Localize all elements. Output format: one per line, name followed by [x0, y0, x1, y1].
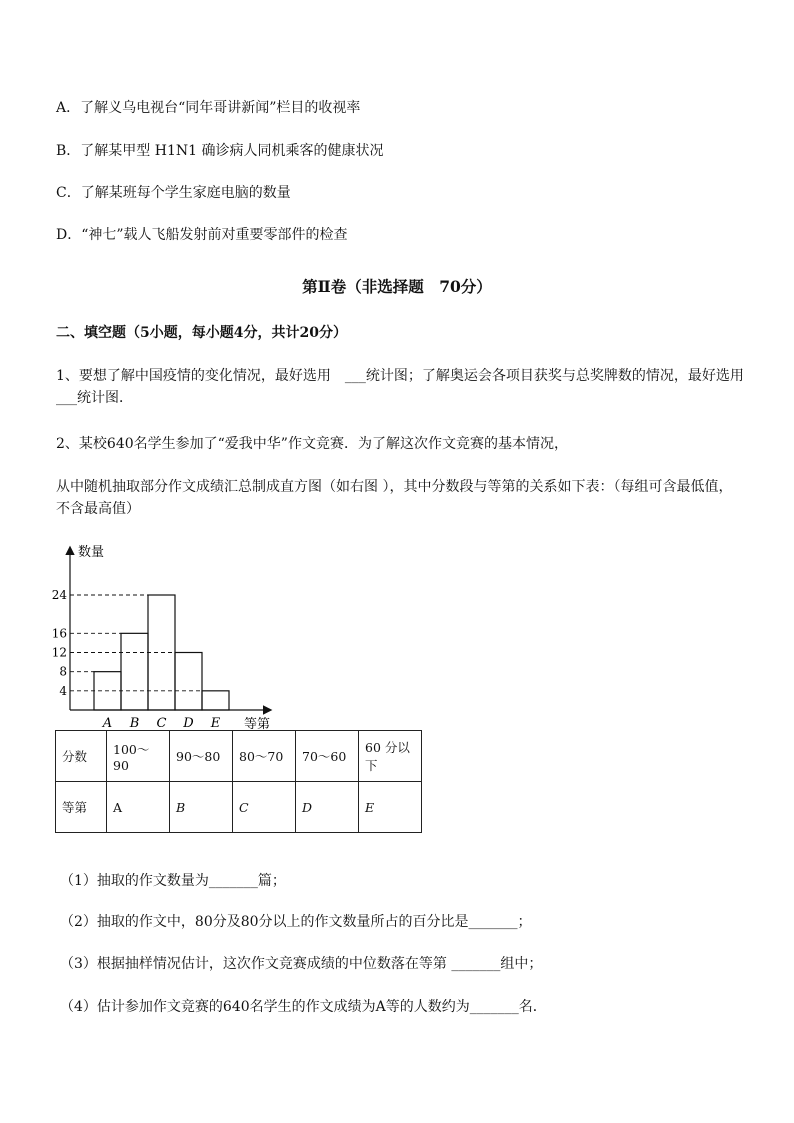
y-tick-16: 16: [51, 626, 67, 641]
table-header-grade: 等第: [56, 782, 107, 833]
grade-a: A: [107, 782, 170, 833]
option-d: D．“神七”载人飞船发射前对重要零部件的检查: [56, 227, 348, 243]
x-tick-d: D: [183, 716, 194, 730]
grade-e: E: [359, 782, 422, 833]
y-tick-8: 8: [59, 664, 67, 679]
score-range-d: 70～60: [296, 731, 359, 782]
bar-d: [175, 653, 202, 711]
score-range-b: 90～80: [170, 731, 233, 782]
option-b: B．了解某甲型 H1N1 确诊病人同机乘客的健康状况: [56, 143, 384, 159]
part-heading: 二、填空题（5小题，每小题4分，共计20分）: [56, 325, 347, 341]
histogram-chart: [48, 540, 288, 730]
score-range-a: 100～90: [107, 731, 170, 782]
x-tick-c: C: [156, 716, 167, 730]
y-tick-12: 12: [51, 645, 67, 660]
sub-question-3: （3）根据抽样情况估计，这次作文竞赛成绩的中位数落在等第 _______组中；: [60, 956, 543, 972]
question-1: 1、要想了解中国疫情的变化情况，最好选用 ___统计图；了解奥运会各项目获奖与总奖牌数的情况，最好选用 ___统计图．: [56, 368, 744, 406]
y-tick-4: 4: [59, 683, 67, 698]
table-header-score: 分数: [56, 731, 107, 782]
y-axis-label: 数量: [78, 545, 105, 560]
bar-b: [121, 633, 148, 710]
score-range-c: 80～70: [233, 731, 296, 782]
y-tick-24: 24: [51, 588, 67, 602]
sub-question-1: （1）抽取的作文数量为_______篇；: [60, 873, 286, 889]
score-grade-table: [55, 730, 422, 833]
sub-question-4: （4）估计参加作文竞赛的640名学生的作文成绩为A等的人数约为_______名．: [60, 999, 547, 1015]
grade-b: B: [170, 782, 233, 833]
question-2-intro: 2、某校640名学生参加了“爱我中华”作文竞赛．为了解这次作文竞赛的基本情况，: [56, 436, 568, 452]
section-title: 第Ⅱ卷（非选择题 70分）: [302, 277, 492, 296]
grade-d: D: [296, 782, 359, 833]
x-axis-label: 等第: [244, 717, 271, 730]
sub-question-2: （2）抽取的作文中，80分及80分以上的作文数量所占的百分比是_______；: [60, 914, 532, 930]
x-tick-a: A: [102, 716, 113, 730]
question-2-description: 从中随机抽取部分作文成绩汇总制成直方图（如右图 ），其中分数段与等第的关系如下表：（每组可含最低值，不含最高值）: [56, 479, 733, 517]
option-c: C．了解某班每个学生家庭电脑的数量: [56, 185, 291, 201]
grade-c: C: [233, 782, 296, 833]
x-tick-b: B: [129, 716, 140, 730]
x-tick-e: E: [210, 716, 221, 730]
score-range-e: 60 分以下: [359, 731, 422, 782]
option-a: A．了解义乌电视台“同年哥讲新闻”栏目的收视率: [56, 100, 361, 116]
bar-e: [202, 691, 229, 710]
